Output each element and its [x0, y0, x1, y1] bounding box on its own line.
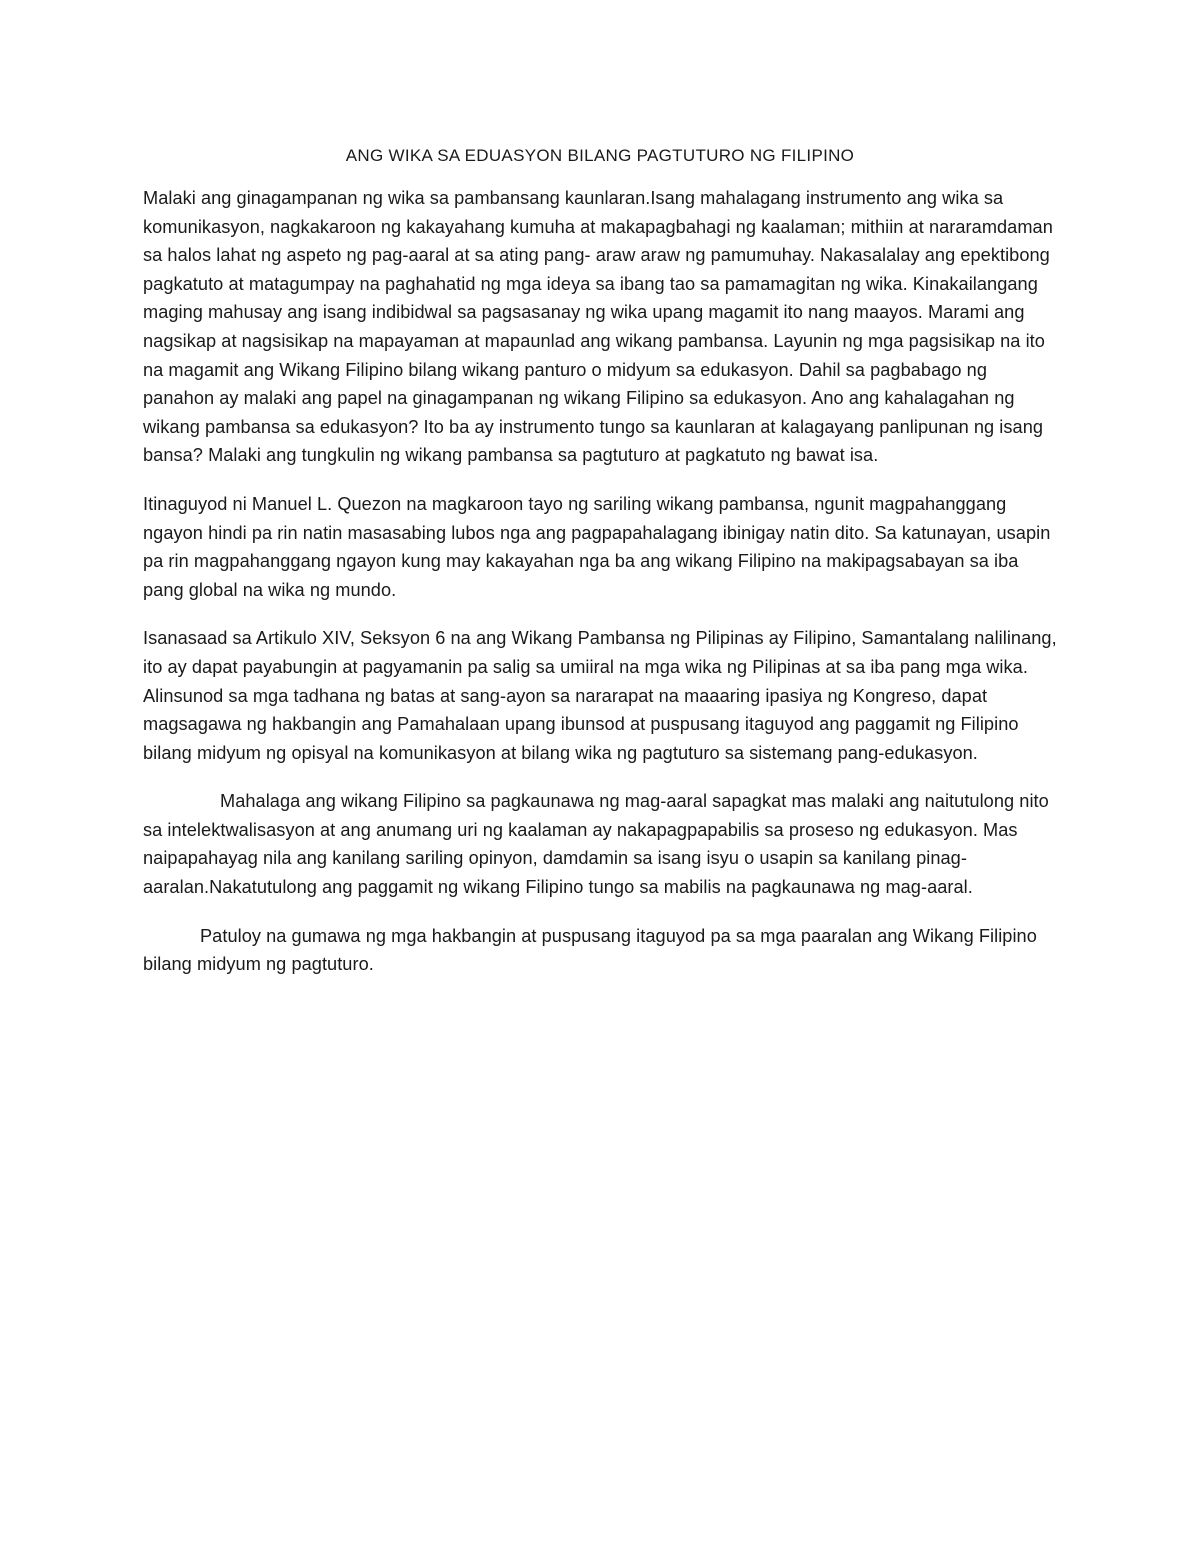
- document-body: [143, 184, 1063, 999]
- paragraph-introduction: Malaki ang ginagampanan ng wika sa pambansang kaunlaran.Isang mahalagang instrumento ang wika sa komunikasyon, nagkakaroon ng kakayahang kumuha at makapagbahagi ng kaalaman; mithiin at nararamdaman sa halos lahat ng aspeto ng pag-aaral at sa ating pang- araw araw ng pamumuhay. Nakasalalay ang epektibong pagkatuto at matagumpay na paghahatid ng mga ideya sa ibang tao sa pamamagitan ng wika. Kinakailangang maging mahusay ang isang indibidwal sa pagsasanay ng wika upang magamit ito nang maayos. Marami ang nagsikap at nagsisikap na mapayaman at mapaunlad ang wikang pambansa. Layunin ng mga pagsisikap na ito na magamit ang Wikang Filipino bilang wikang panturo o midyum sa edukasyon. Dahil sa pagbabago ng panahon ay malaki ang papel na ginagampanan ng wikang Filipino sa edukasyon. Ano ang kahalagahan ng wikang pambansa sa edukasyon? Ito ba ay instrumento tungo sa kaunlaran at kalagayang panlipunan ng isang bansa? Malaki ang tungkulin ng wikang pambansa sa pagtuturo at pagkatuto ng bawat isa.: [143, 188, 1053, 466]
- paragraph-mahalaga: Mahalaga ang wikang Filipino sa pagkaunawa ng mag-aaral sapagkat mas malaki ang naitutulong nito sa intelektwalisasyon at ang anumang uri ng kaalaman ay nakapagpapabilis sa proseso ng edukasyon. Mas naipapahayag nila ang kanilang sariling opinyon, damdamin sa isang isyu o usapin sa kanilang pinag-aaralan.Nakatutulong ang paggamit ng wikang Filipino tungo sa mabilis na pagkaunawa ng mag-aaral.: [143, 791, 1049, 898]
- paragraph-quezon: Itinaguyod ni Manuel L. Quezon na magkaroon tayo ng sariling wikang pambansa, ngunit magpahanggang ngayon hindi pa rin natin masasabing lubos nga ang pagpapahalagang ibinigay natin dito. Sa katunayan, usapin pa rin magpahanggang ngayon kung may kakayahan nga ba ang wikang Filipino na makipagsabayan sa iba pang global na wika ng mundo.: [143, 493, 1051, 600]
- paragraph-conclusion: Patuloy na gumawa ng mga hakbangin at puspusang itaguyod pa sa mga paaralan ang Wikang Filipino bilang midyum ng pagtuturo.: [143, 925, 1037, 975]
- document-title: ANG WIKA SA EDUASYON BILANG PAGTUTURO NG FILIPINO: [345, 146, 855, 165]
- paragraph-artikulo-xiv: Isanasaad sa Artikulo XIV, Seksyon 6 na ang Wikang Pambansa ng Pilipinas ay Filipino, Samantalang nalilinang, ito ay dapat payabungin at pagyamanin pa salig sa umiiral na mga wika ng Pilipinas at sa iba pang mga wika. Alinsunod sa mga tadhana ng batas at sang-ayon sa nararapat na maaaring ipasiya ng Kongreso, dapat magsagawa ng hakbangin ang Pamahalaan upang ibunsod at puspusang itaguyod ang paggamit ng Filipino bilang midyum ng opisyal na komunikasyon at bilang wika ng pagtuturo sa sistemang pang-edukasyon.: [143, 628, 1057, 763]
